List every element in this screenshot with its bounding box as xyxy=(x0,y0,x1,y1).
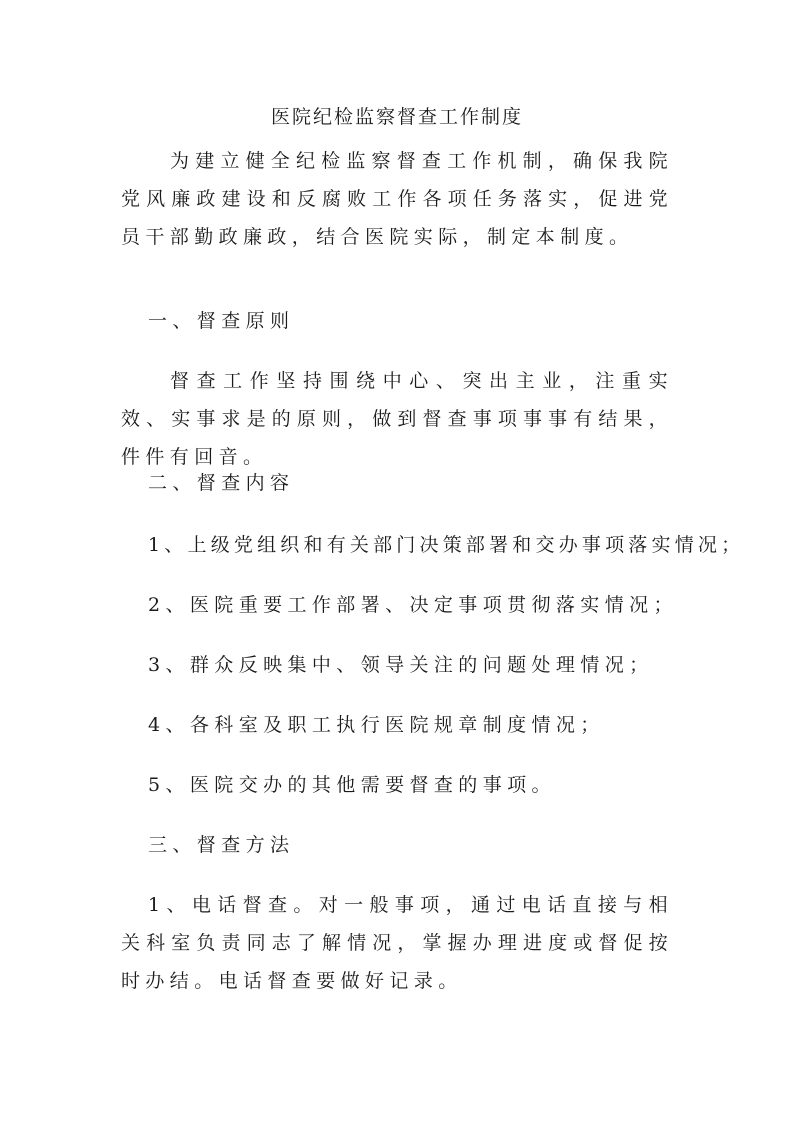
content-item-1: 1、上级党组织和有关部门决策部署和交办事项落实情况； xyxy=(148,534,745,556)
principles-paragraph: 督查工作坚持围绕中心、突出主业，注重实效、实事求是的原则，做到督查事项事事有结果，件件有回音。 xyxy=(121,370,673,468)
content-item-4: 4、各科室及职工执行医院规章制度情况； xyxy=(148,714,605,736)
section-heading-principles: 一、督查原则 xyxy=(148,310,295,332)
section-heading-content: 二、督查内容 xyxy=(148,472,295,494)
content-item-2: 2、医院重要工作部署、决定事项贯彻落实情况； xyxy=(148,594,678,616)
content-item-5: 5、医院交办的其他需要督查的事项。 xyxy=(148,774,556,796)
content-item-3: 3、群众反映集中、领导关注的问题处理情况； xyxy=(148,654,654,676)
document-title: 医院纪检监察督查工作制度 xyxy=(270,106,523,128)
section-heading-methods: 三、督查方法 xyxy=(148,834,295,856)
intro-paragraph: 为建立健全纪检监察督查工作机制，确保我院党风廉政建设和反腐败工作各项任务落实，促进党员干部勤政廉政，结合医院实际，制定本制度。 xyxy=(121,150,673,248)
methods-item-1: 1、电话督查。对一般事项，通过电话直接与相关科室负责同志了解情况，掌握办理进度或督促按时办结。电话督查要做好记录。 xyxy=(121,894,673,992)
